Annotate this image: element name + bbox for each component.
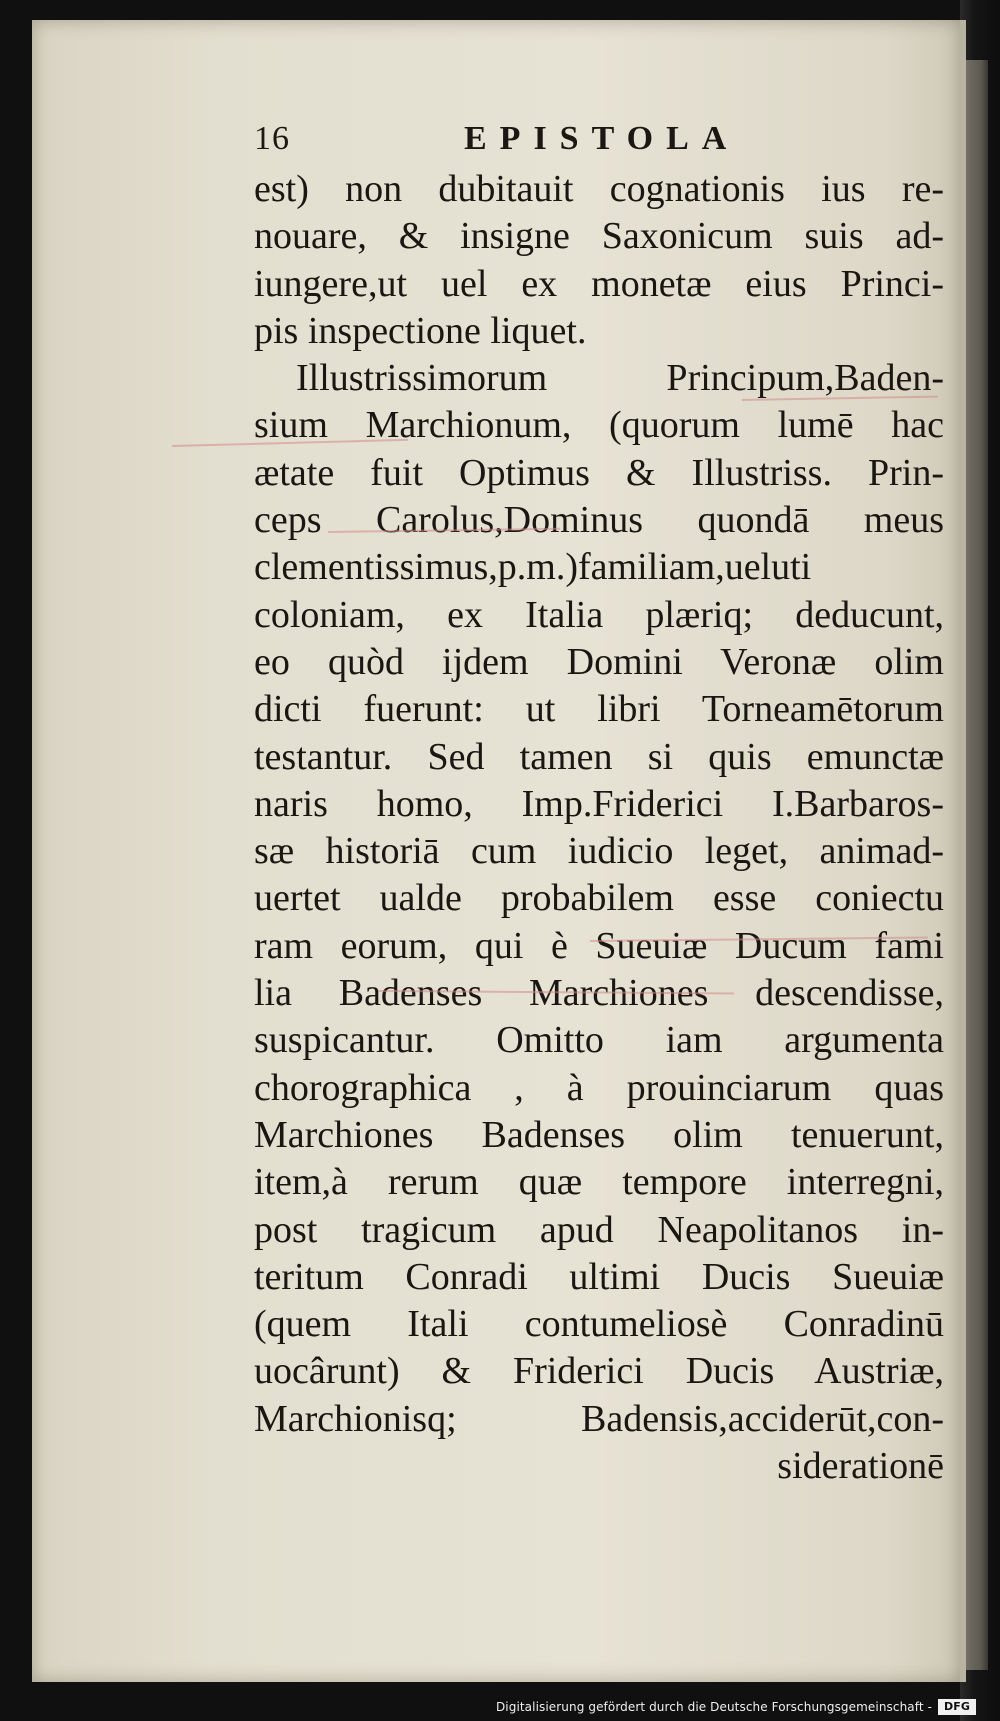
text-line: sæ historiā cum iudicio leget, animad- xyxy=(254,830,944,873)
text-line: item,à rerum quæ tempore interregni, xyxy=(254,1161,944,1204)
text-line: dicti fuerunt: ut libri Torneamētorum xyxy=(254,688,944,731)
text-line: suspicantur. Omitto iam argumenta xyxy=(254,1019,944,1062)
page-header xyxy=(254,120,944,170)
catchword-line: siderationē xyxy=(777,1445,944,1488)
text-line: teritum Conradi ultimi Ducis Sueuiæ xyxy=(254,1255,944,1298)
printed-text-block xyxy=(254,166,944,1490)
credit-text: Digitalisierung gefördert durch die Deutsche Forschungsgemeinschaft - xyxy=(495,1700,933,1714)
text-line: ætate fuit Optimus & Illustriss. Prin- xyxy=(254,451,944,494)
text-line: est) non dubitauit cognationis ius re- xyxy=(254,168,944,210)
text-line: iungere,ut uel ex monetæ eius Princi- xyxy=(254,262,944,305)
text-line: coloniam, ex Italia plæriq; deducunt, xyxy=(254,593,944,636)
text-line: testantur. Sed tamen si quis emunctæ xyxy=(254,735,944,778)
text-line: uocârunt) & Friderici Ducis Austriæ, xyxy=(254,1350,944,1393)
text-line: Illustrissimorum Principum,Baden- xyxy=(296,357,944,400)
next-page-edge xyxy=(964,60,988,1670)
text-line: lia Badenses Marchiones descendisse, xyxy=(254,972,944,1015)
text-line: ram eorum, qui è Sueuiæ Ducum fami xyxy=(254,924,944,967)
page-number: 16 xyxy=(254,120,290,157)
text-line: naris homo, Imp.Friderici I.Barbaros- xyxy=(254,782,944,825)
text-line: Marchionisq; Badensis,acciderūt,con- xyxy=(254,1397,944,1440)
digitization-credit xyxy=(496,1699,976,1715)
running-title: EPISTOLA xyxy=(464,120,740,157)
dfg-logo-text: DFG xyxy=(944,1700,970,1713)
text-line: pis inspectione liquet. xyxy=(254,309,587,352)
text-line: chorographica , à prouinciarum quas xyxy=(254,1066,944,1109)
text-line: uertet ualde probabilem esse coniectu xyxy=(254,877,944,920)
text-line: eo quòd ijdem Domini Veronæ olim xyxy=(254,640,944,683)
text-line: clementissimus,p.m.)familiam,ueluti xyxy=(254,546,812,589)
text-line: nouare, & insigne Saxonicum suis ad- xyxy=(254,215,944,258)
dfg-logo xyxy=(938,1699,976,1715)
text-line: Marchiones Badenses olim tenuerunt, xyxy=(254,1113,944,1156)
text-line: ceps Carolus,Dominus quondā meus xyxy=(254,499,944,542)
text-line: (quem Itali contumeliosè Conradinū xyxy=(254,1303,944,1346)
text-line: post tragicum apud Neapolitanos in- xyxy=(254,1208,944,1251)
text-line: sium Marchionum, (quorum lumē hac xyxy=(254,404,944,447)
